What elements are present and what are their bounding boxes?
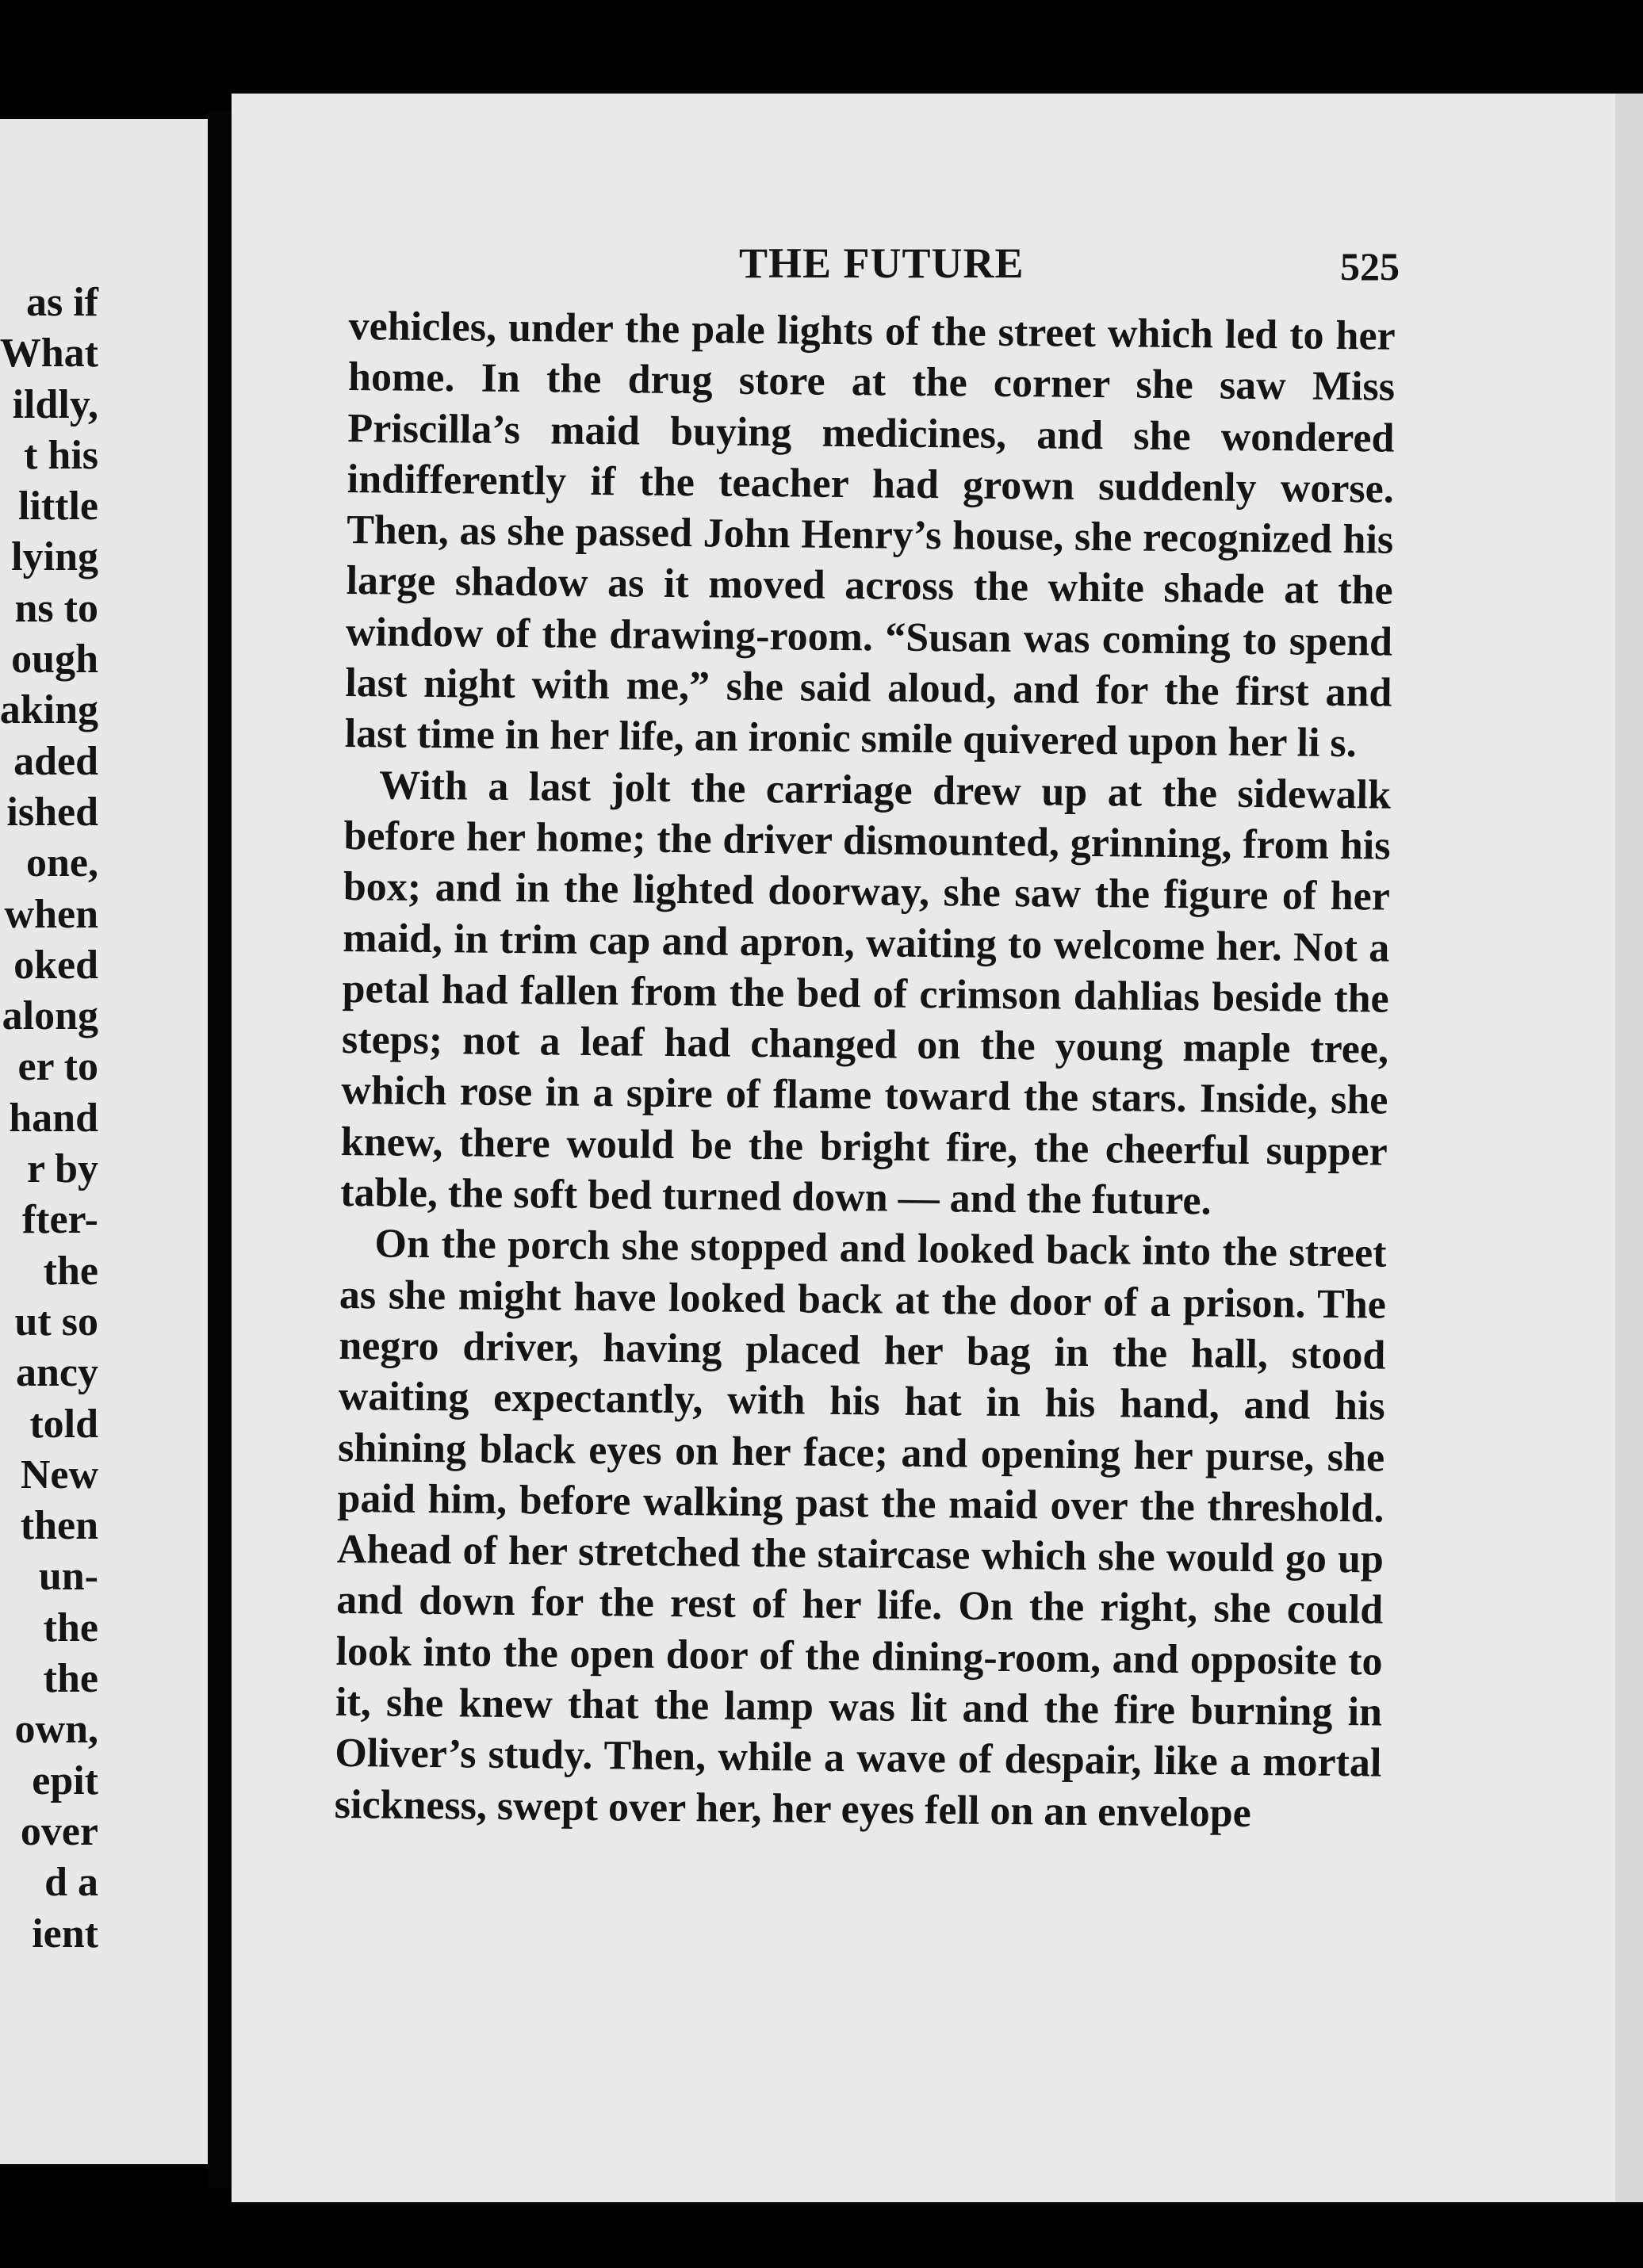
previous-page-line: when (4, 891, 98, 937)
previous-page-line: then (20, 1503, 98, 1549)
book-gutter (208, 111, 232, 2188)
previous-page-line-fragments (0, 277, 98, 1960)
page-header (232, 239, 1615, 302)
previous-page-line: un- (38, 1554, 98, 1600)
previous-page-line: lying (11, 534, 98, 580)
previous-page-line: the (43, 1656, 98, 1702)
previous-page-line: fter- (21, 1197, 98, 1243)
previous-page-line: ns to (14, 585, 98, 631)
paragraph: vehicles, under the pale lights of the street which led to her home. In the drug store at the corner she saw Miss Priscilla’s maid buying medicines, and she wondered indifferently if the teacher had grown suddenly worse. Then, as she passed John Henry’s house, she recognized his large shadow as it moved across the white shade at the window of the drawing-room. “Susan was coming to spend last night with me,” she said aloud, and for the first and last time in her life, an ironic smile quivered upon her li s. (344, 303, 1396, 767)
previous-page-line: little (17, 484, 98, 530)
previous-page-line: own, (14, 1707, 98, 1753)
previous-page-line: r by (26, 1146, 98, 1192)
previous-page-line: er to (17, 1044, 98, 1090)
previous-page-line: told (29, 1401, 98, 1447)
previous-page-line: New (20, 1451, 98, 1497)
page-edge (1615, 94, 1643, 2202)
previous-page-line: ished (6, 789, 98, 835)
page-number: 525 (1340, 244, 1400, 289)
previous-page-line: as if (26, 280, 98, 325)
paragraph: On the porch she stopped and looked back into the street as she might have looked back at the door of a prison. The negro driver, having placed her bag in the hall, stood waiting expectantly, with his hat in his hand, and his shining black eyes on her face; and opening her purse, she paid him, before walking past the maid over the threshold. Ahead of her stretched the staircase which she would go up and down for the rest of her life. On the right, she could look into the open door of the dining-room, and opposite to it, she knew that the lamp was lit and the fire burning in Oliver’s study. Then, while a wave of despair, like a mortal sickness, swept over her, her eyes fell on an envelope (334, 1221, 1387, 1836)
running-head: THE FUTURE (739, 239, 1024, 287)
previous-page-fragment (0, 119, 208, 2164)
previous-page-line: ient (32, 1910, 98, 1956)
previous-page-line: aking (0, 687, 98, 733)
previous-page-line: along (2, 993, 98, 1039)
previous-page-line: What (0, 331, 98, 377)
previous-page-line: over (20, 1808, 98, 1854)
previous-page-line: one, (26, 840, 98, 886)
previous-page-line: ancy (16, 1350, 98, 1396)
previous-page-line: ut so (14, 1298, 98, 1344)
previous-page-line: ough (11, 637, 98, 683)
page-body-text (334, 301, 1395, 1840)
previous-page-line: oked (13, 942, 98, 988)
previous-page-line: epit (32, 1757, 98, 1803)
previous-page-line: the (43, 1604, 98, 1650)
previous-page-line: d a (44, 1860, 98, 1906)
previous-page-line: hand (9, 1095, 98, 1141)
book-page (232, 94, 1615, 2202)
previous-page-line: aded (13, 738, 98, 784)
previous-page-line: ildly, (12, 381, 98, 427)
previous-page-line: the (43, 1248, 98, 1294)
paragraph: With a last jolt the carriage drew up at the sidewalk before her home; the driver dismounted, grinning, from his box; and in the lighted doorway, she saw the figure of her maid, in trim cap and apron, waiting to welcome her. Not a petal had fallen from the bed of crimson dahlias beside the steps; not a leaf had changed on the young maple tree, which rose in a spire of flame toward the stars. Inside, she knew, there would be the bright fire, the cheerful supper table, the soft bed turned down — and the future. (339, 763, 1392, 1224)
previous-page-line: t his (24, 432, 98, 478)
